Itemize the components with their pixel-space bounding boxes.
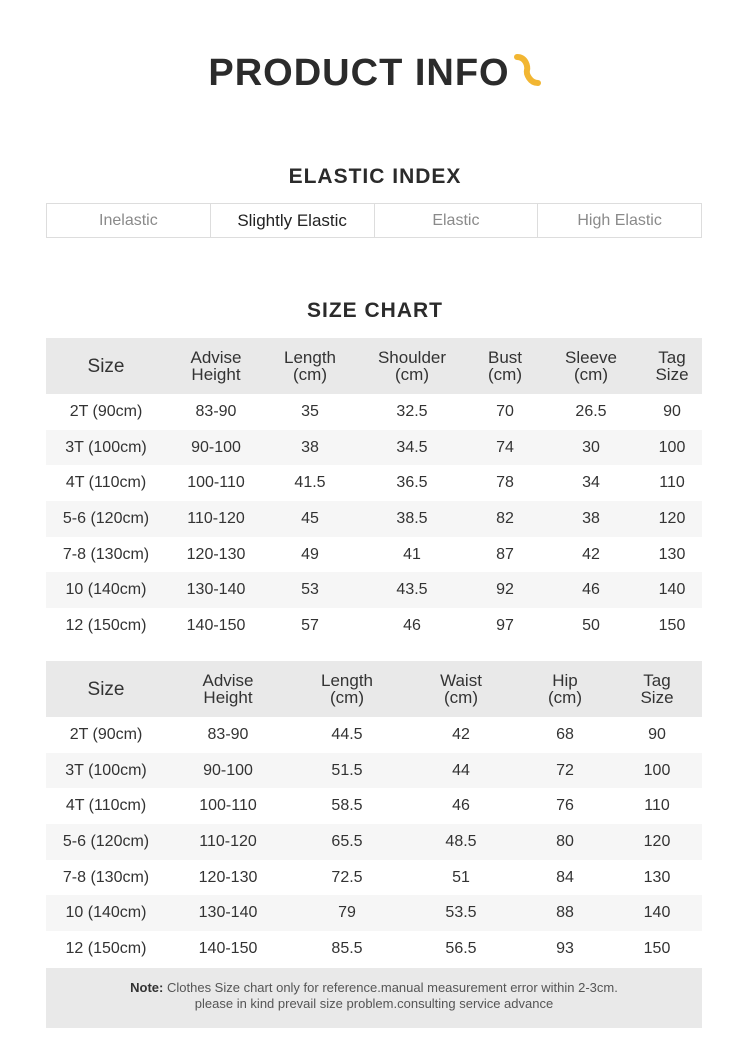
table-cell: 4T (110cm) [65,474,147,492]
column-header-text: Length [321,671,373,690]
table-row [46,788,702,824]
table-cell: 79 [290,895,404,931]
column-header [266,338,354,394]
column-header [540,338,642,394]
table-cell: 34.5 [354,430,470,466]
table-row [46,501,702,537]
column-header-text: Hip [552,671,578,690]
page-title [0,52,750,97]
table-cell: 100 [642,430,702,466]
table-cell: 53.5 [404,895,518,931]
column-header [354,338,470,394]
table-cell: 130-140 [166,572,266,608]
table-cell: 83-90 [207,725,249,743]
column-header-text: Size [87,678,125,700]
table-cell: 130-140 [166,895,290,931]
table-cell: 85.5 [331,939,363,957]
table-cell: 78 [496,474,514,492]
column-header [290,661,404,717]
table-cell: 10 (140cm) [46,895,166,931]
column-header [642,338,702,394]
column-header [46,661,166,717]
table-cell: 72.5 [331,868,363,886]
table-cell: 90 [663,402,681,420]
table-row [46,753,702,789]
elastic-option-inelastic: Inelastic [47,204,211,237]
table-cell: 57 [301,616,319,634]
column-header [46,338,166,394]
table-cell: 130 [643,868,671,886]
table-cell: 90 [648,725,666,743]
table-cell: 5-6 (120cm) [46,501,166,537]
column-header-text: Length [284,348,336,367]
table-row [46,537,702,573]
column-header-text: Height [203,688,253,707]
table-row [46,931,702,967]
table-cell: 87 [496,545,514,563]
column-header-text: Height [191,365,241,384]
table-cell: 110-120 [166,824,290,860]
table-cell: 110 [644,797,670,815]
table-cell: 41 [403,545,421,563]
table-cell: 38.5 [354,501,470,537]
table-cell: 30 [540,430,642,466]
column-header-text: Advise [202,671,254,690]
column-header-text: (cm) [488,365,522,384]
table-cell: 150 [658,616,686,634]
table-cell: 42 [452,725,470,743]
column-header [470,338,540,394]
column-header-text: Advise [190,348,242,367]
column-header-text: Size [87,355,125,377]
table-cell: 58.5 [331,797,363,815]
table-cell: 120-130 [198,868,258,886]
page-title-text: PRODUCT INFO [208,52,510,94]
table-cell: 46 [403,616,421,634]
table-cell: 110 [659,474,685,492]
table-cell: 42 [582,545,600,563]
column-header [518,661,612,717]
column-header-text: (cm) [574,365,608,384]
table-cell: 2T (90cm) [69,725,143,743]
elastic-index-heading: ELASTIC INDEX [288,165,462,188]
elastic-option-elastic: Elastic [375,204,539,237]
column-header [166,338,266,394]
table-cell: 100 [612,753,702,789]
column-header-text: (cm) [330,688,364,707]
table-cell: 34 [582,474,600,492]
table-cell: 5-6 (120cm) [46,824,166,860]
table-cell: 110-120 [166,501,266,537]
elastic-index-scale [46,203,702,238]
table-cell: 120 [612,824,702,860]
table-cell: 26.5 [575,402,607,420]
table-row [46,824,702,860]
column-header-text: Size [640,688,674,707]
table-cell: 46 [540,572,642,608]
table-cell: 100-110 [187,474,245,492]
table-cell: 35 [301,402,319,420]
table-cell: 70 [496,402,514,420]
table-cell: 97 [496,616,514,634]
table-cell: 140 [642,572,702,608]
column-header-text: Size [655,365,689,384]
table-cell: 36.5 [396,474,428,492]
table-cell: 140-150 [186,616,246,634]
column-header-text: (cm) [395,365,429,384]
column-header-text: Waist [440,671,482,690]
table-cell: 90-100 [166,753,290,789]
table-cell: 130 [658,545,686,563]
table-row [46,430,702,466]
table-cell: 45 [266,501,354,537]
table-cell: 7-8 (130cm) [62,868,150,886]
size-note [46,968,702,1028]
table-cell: 2T (90cm) [69,402,143,420]
note-line-1: Clothes Size chart only for reference.manual measurement error within 2-3cm. [166,980,618,995]
table-cell: 3T (100cm) [46,430,166,466]
table-cell: 32.5 [396,402,428,420]
column-header-text: (cm) [444,688,478,707]
table-cell: 83-90 [195,402,237,420]
table-row [46,394,702,430]
note-line-2: please in kind prevail size problem.consulting service advance [194,996,554,1011]
table-cell: 4T (110cm) [65,797,147,815]
table-cell: 88 [518,895,612,931]
table-row [46,572,702,608]
size-chart-heading: SIZE CHART [307,299,443,322]
table-cell: 65.5 [290,824,404,860]
column-header-text: (cm) [293,365,327,384]
table-cell: 48.5 [404,824,518,860]
column-header [404,661,518,717]
table-cell: 84 [556,868,574,886]
table-cell: 92 [470,572,540,608]
table-cell: 100-110 [199,797,257,815]
table-cell: 50 [582,616,600,634]
elastic-option-slightly-elastic: Slightly Elastic [211,204,375,237]
table-row [46,895,702,931]
table-cell: 120 [642,501,702,537]
table-cell: 51.5 [290,753,404,789]
table-cell: 72 [518,753,612,789]
column-header-text: Tag [658,348,686,367]
table-cell: 90-100 [166,430,266,466]
size-chart-table-bottom [46,661,702,967]
table-cell: 56.5 [445,939,477,957]
table-cell: 140 [612,895,702,931]
table-cell: 12 (150cm) [65,616,147,634]
table-cell: 43.5 [354,572,470,608]
table-cell: 53 [266,572,354,608]
table-cell: 74 [470,430,540,466]
table-row [46,465,702,501]
table-cell: 140-150 [198,939,258,957]
table-cell: 41.5 [294,474,326,492]
note-label: Note: [130,980,164,995]
column-header [612,661,702,717]
table-cell: 150 [643,939,671,957]
table-cell: 38 [540,501,642,537]
table-cell: 44 [404,753,518,789]
elastic-option-high-elastic: High Elastic [577,211,662,229]
table-cell: 93 [556,939,574,957]
table-cell: 76 [556,797,574,815]
column-header-text: Sleeve [565,348,617,367]
column-header [166,661,290,717]
table-cell: 80 [518,824,612,860]
column-header-text: Tag [643,671,671,690]
table-cell: 38 [266,430,354,466]
table-cell: 68 [556,725,574,743]
table-cell: 10 (140cm) [46,572,166,608]
column-header-text: Bust [487,348,523,367]
table-cell: 44.5 [331,725,363,743]
table-cell: 120-130 [186,545,246,563]
size-chart-table-top [46,338,702,644]
table-cell: 3T (100cm) [46,753,166,789]
column-header-text: (cm) [548,688,582,707]
table-row [46,860,702,896]
table-row [46,608,702,644]
wave-icon [512,53,542,97]
table-cell: 12 (150cm) [65,939,147,957]
table-cell: 51 [452,868,470,886]
column-header-text: Shoulder [377,348,447,367]
table-row [46,717,702,753]
table-cell: 7-8 (130cm) [62,545,150,563]
table-cell: 49 [301,545,319,563]
table-cell: 82 [470,501,540,537]
table-cell: 46 [452,797,470,815]
